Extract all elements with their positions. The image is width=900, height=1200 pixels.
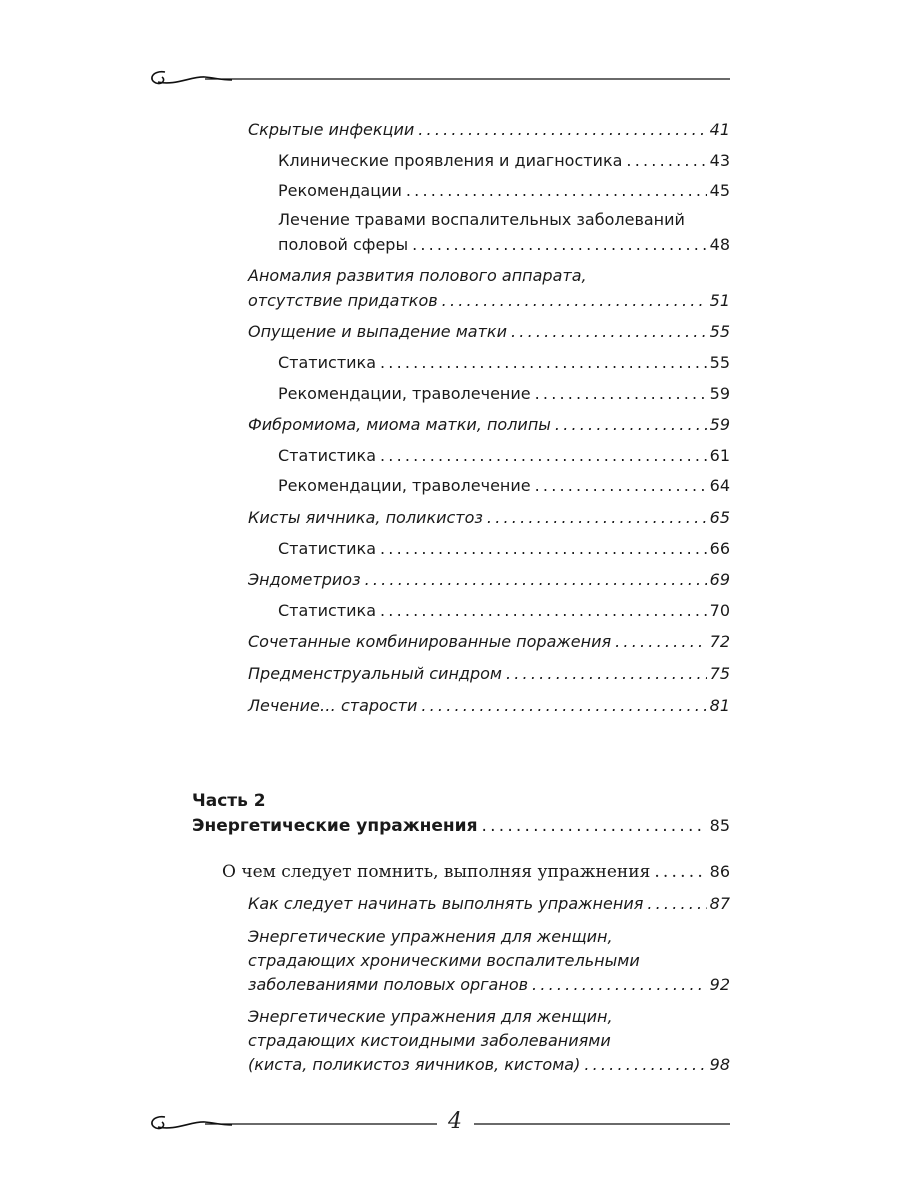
toc-entry-title: Опущение и выпадение матки <box>248 322 507 341</box>
part-title: Энергетические упражнения <box>192 816 478 836</box>
toc-entry-title: Предменструальный синдром <box>248 664 502 683</box>
toc-entry[interactable] <box>248 413 730 437</box>
toc-entry-title-line2: половой сферы <box>278 235 409 254</box>
toc-entry[interactable] <box>248 289 730 313</box>
toc-entry[interactable] <box>248 662 730 686</box>
toc-entry-page: 43 <box>709 151 730 170</box>
toc-entry-page: 69 <box>709 570 730 589</box>
toc-entry-title: Эндометриоз <box>248 570 361 589</box>
leader-dots <box>380 599 707 623</box>
leader-dots <box>555 413 707 437</box>
toc-entry-title-line2: страдающих кистоидными заболеваниями <box>248 1031 611 1050</box>
toc-entry-title: Скрытые инфекции <box>248 120 415 139</box>
toc-entry-page: 86 <box>709 862 730 881</box>
toc-entry[interactable] <box>248 320 730 344</box>
leader-dots <box>647 892 706 916</box>
toc-entry-title: Сочетанные комбинированные поражения <box>248 632 612 651</box>
toc-entry-page: 48 <box>709 235 730 254</box>
toc-entry-page: 59 <box>709 415 730 434</box>
toc-entry-page: 85 <box>709 816 730 835</box>
toc-subentry[interactable] <box>278 599 730 623</box>
toc-entry[interactable] <box>248 506 730 530</box>
toc-entry-title: Лечение… старости <box>248 696 418 715</box>
leader-dots <box>532 973 707 997</box>
leader-dots <box>412 233 707 257</box>
leader-dots <box>418 118 706 142</box>
toc-entry-page: 81 <box>709 696 730 715</box>
toc-subentry[interactable] <box>278 382 730 406</box>
toc-entry-title-line1: Энергетические упражнения для женщин, <box>248 1007 613 1026</box>
toc-entry-page: 64 <box>709 476 730 495</box>
toc-entry-title: Клинические проявления и диагностика <box>278 151 623 170</box>
toc-subentry[interactable] <box>278 149 730 173</box>
leader-dots <box>380 537 707 561</box>
toc-subentry[interactable] <box>248 892 730 916</box>
toc-entry-title: Фибромиома, миома матки, полипы <box>248 415 551 434</box>
leader-dots <box>535 382 707 406</box>
toc-entry-page: 70 <box>709 601 730 620</box>
toc-entry-page: 45 <box>709 181 730 200</box>
toc-entry-line <box>248 1005 730 1029</box>
leader-dots <box>482 814 707 838</box>
top-flourish-icon <box>152 72 730 84</box>
toc-entry-line <box>248 264 730 288</box>
toc-entry-line <box>248 949 730 973</box>
toc-entry[interactable] <box>222 860 730 884</box>
toc-entry-page: 87 <box>709 894 730 913</box>
part-label: Часть 2 <box>192 791 266 811</box>
toc-entry-page: 51 <box>709 291 730 310</box>
toc-entry-title: Кисты яичника, поликистоз <box>248 508 483 527</box>
toc-entry-page: 55 <box>709 353 730 372</box>
toc-subentry[interactable] <box>278 179 730 203</box>
leader-dots <box>626 149 706 173</box>
toc-entry-page: 92 <box>709 975 730 994</box>
leader-dots <box>506 662 707 686</box>
toc-subentry[interactable] <box>278 537 730 561</box>
page-number: 4 <box>448 1109 462 1134</box>
leader-dots <box>380 351 707 375</box>
toc-entry-title-line2: отсутствие придатков <box>248 291 438 310</box>
toc-entry-title: Рекомендации, траволечение <box>278 384 531 403</box>
toc-entry-title: Статистика <box>278 539 376 558</box>
toc-entry-page: 72 <box>709 632 730 651</box>
toc-entry-title-line3: заболеваниями половых органов <box>248 975 529 994</box>
toc-entry-title: Как следует начинать выполнять упражнения <box>248 894 644 913</box>
toc-subentry[interactable] <box>278 444 730 468</box>
part-title-entry[interactable] <box>192 814 730 838</box>
toc-entry-title-line2: страдающих хроническими воспалительными <box>248 951 640 970</box>
toc-entry-title: Рекомендации <box>278 181 402 200</box>
leader-dots <box>511 320 707 344</box>
leader-dots <box>442 289 707 313</box>
toc-entry[interactable] <box>248 694 730 718</box>
leader-dots <box>584 1053 706 1077</box>
toc-entry-page: 75 <box>709 664 730 683</box>
toc-entry-page: 65 <box>709 508 730 527</box>
leader-dots <box>654 860 706 884</box>
toc-subentry-line <box>278 208 730 232</box>
toc-subentry[interactable] <box>278 233 730 257</box>
leader-dots <box>365 568 707 592</box>
toc-entry[interactable] <box>248 118 730 142</box>
toc-entry-page: 59 <box>709 384 730 403</box>
toc-entry-line <box>248 1029 730 1053</box>
leader-dots <box>535 474 707 498</box>
toc-entry-page: 66 <box>709 539 730 558</box>
leader-dots <box>615 630 707 654</box>
leader-dots <box>421 694 706 718</box>
toc-subentry[interactable] <box>248 973 730 997</box>
toc-subentry[interactable] <box>278 351 730 375</box>
toc-entry-title: Статистика <box>278 353 376 372</box>
toc-entry-title-line3: (киста, поликистоз яичников, кистома) <box>248 1055 581 1074</box>
toc-entry-title: Статистика <box>278 601 376 620</box>
toc-entry-title: Статистика <box>278 446 376 465</box>
toc-entry-page: 41 <box>709 120 730 139</box>
toc-entry[interactable] <box>248 568 730 592</box>
toc-subentry[interactable] <box>278 474 730 498</box>
toc-entry-page: 55 <box>709 322 730 341</box>
toc-entry-page: 61 <box>709 446 730 465</box>
toc-entry-title: О чем следует помнить, выполняя упражнения <box>222 862 651 882</box>
toc-entry-page: 98 <box>709 1055 730 1074</box>
toc-entry-title: Рекомендации, траволечение <box>278 476 531 495</box>
leader-dots <box>380 444 707 468</box>
leader-dots <box>406 179 707 203</box>
toc-entry-title-line1: Энергетические упражнения для женщин, <box>248 927 613 946</box>
toc-entry-title-line1: Лечение травами воспалительных заболеваний <box>278 210 685 229</box>
toc-subentry[interactable] <box>248 1053 730 1077</box>
toc-entry[interactable] <box>248 630 730 654</box>
leader-dots <box>487 506 707 530</box>
toc-entry-line <box>248 925 730 949</box>
toc-entry-title-line1: Аномалия развития полового аппарата, <box>248 266 587 285</box>
